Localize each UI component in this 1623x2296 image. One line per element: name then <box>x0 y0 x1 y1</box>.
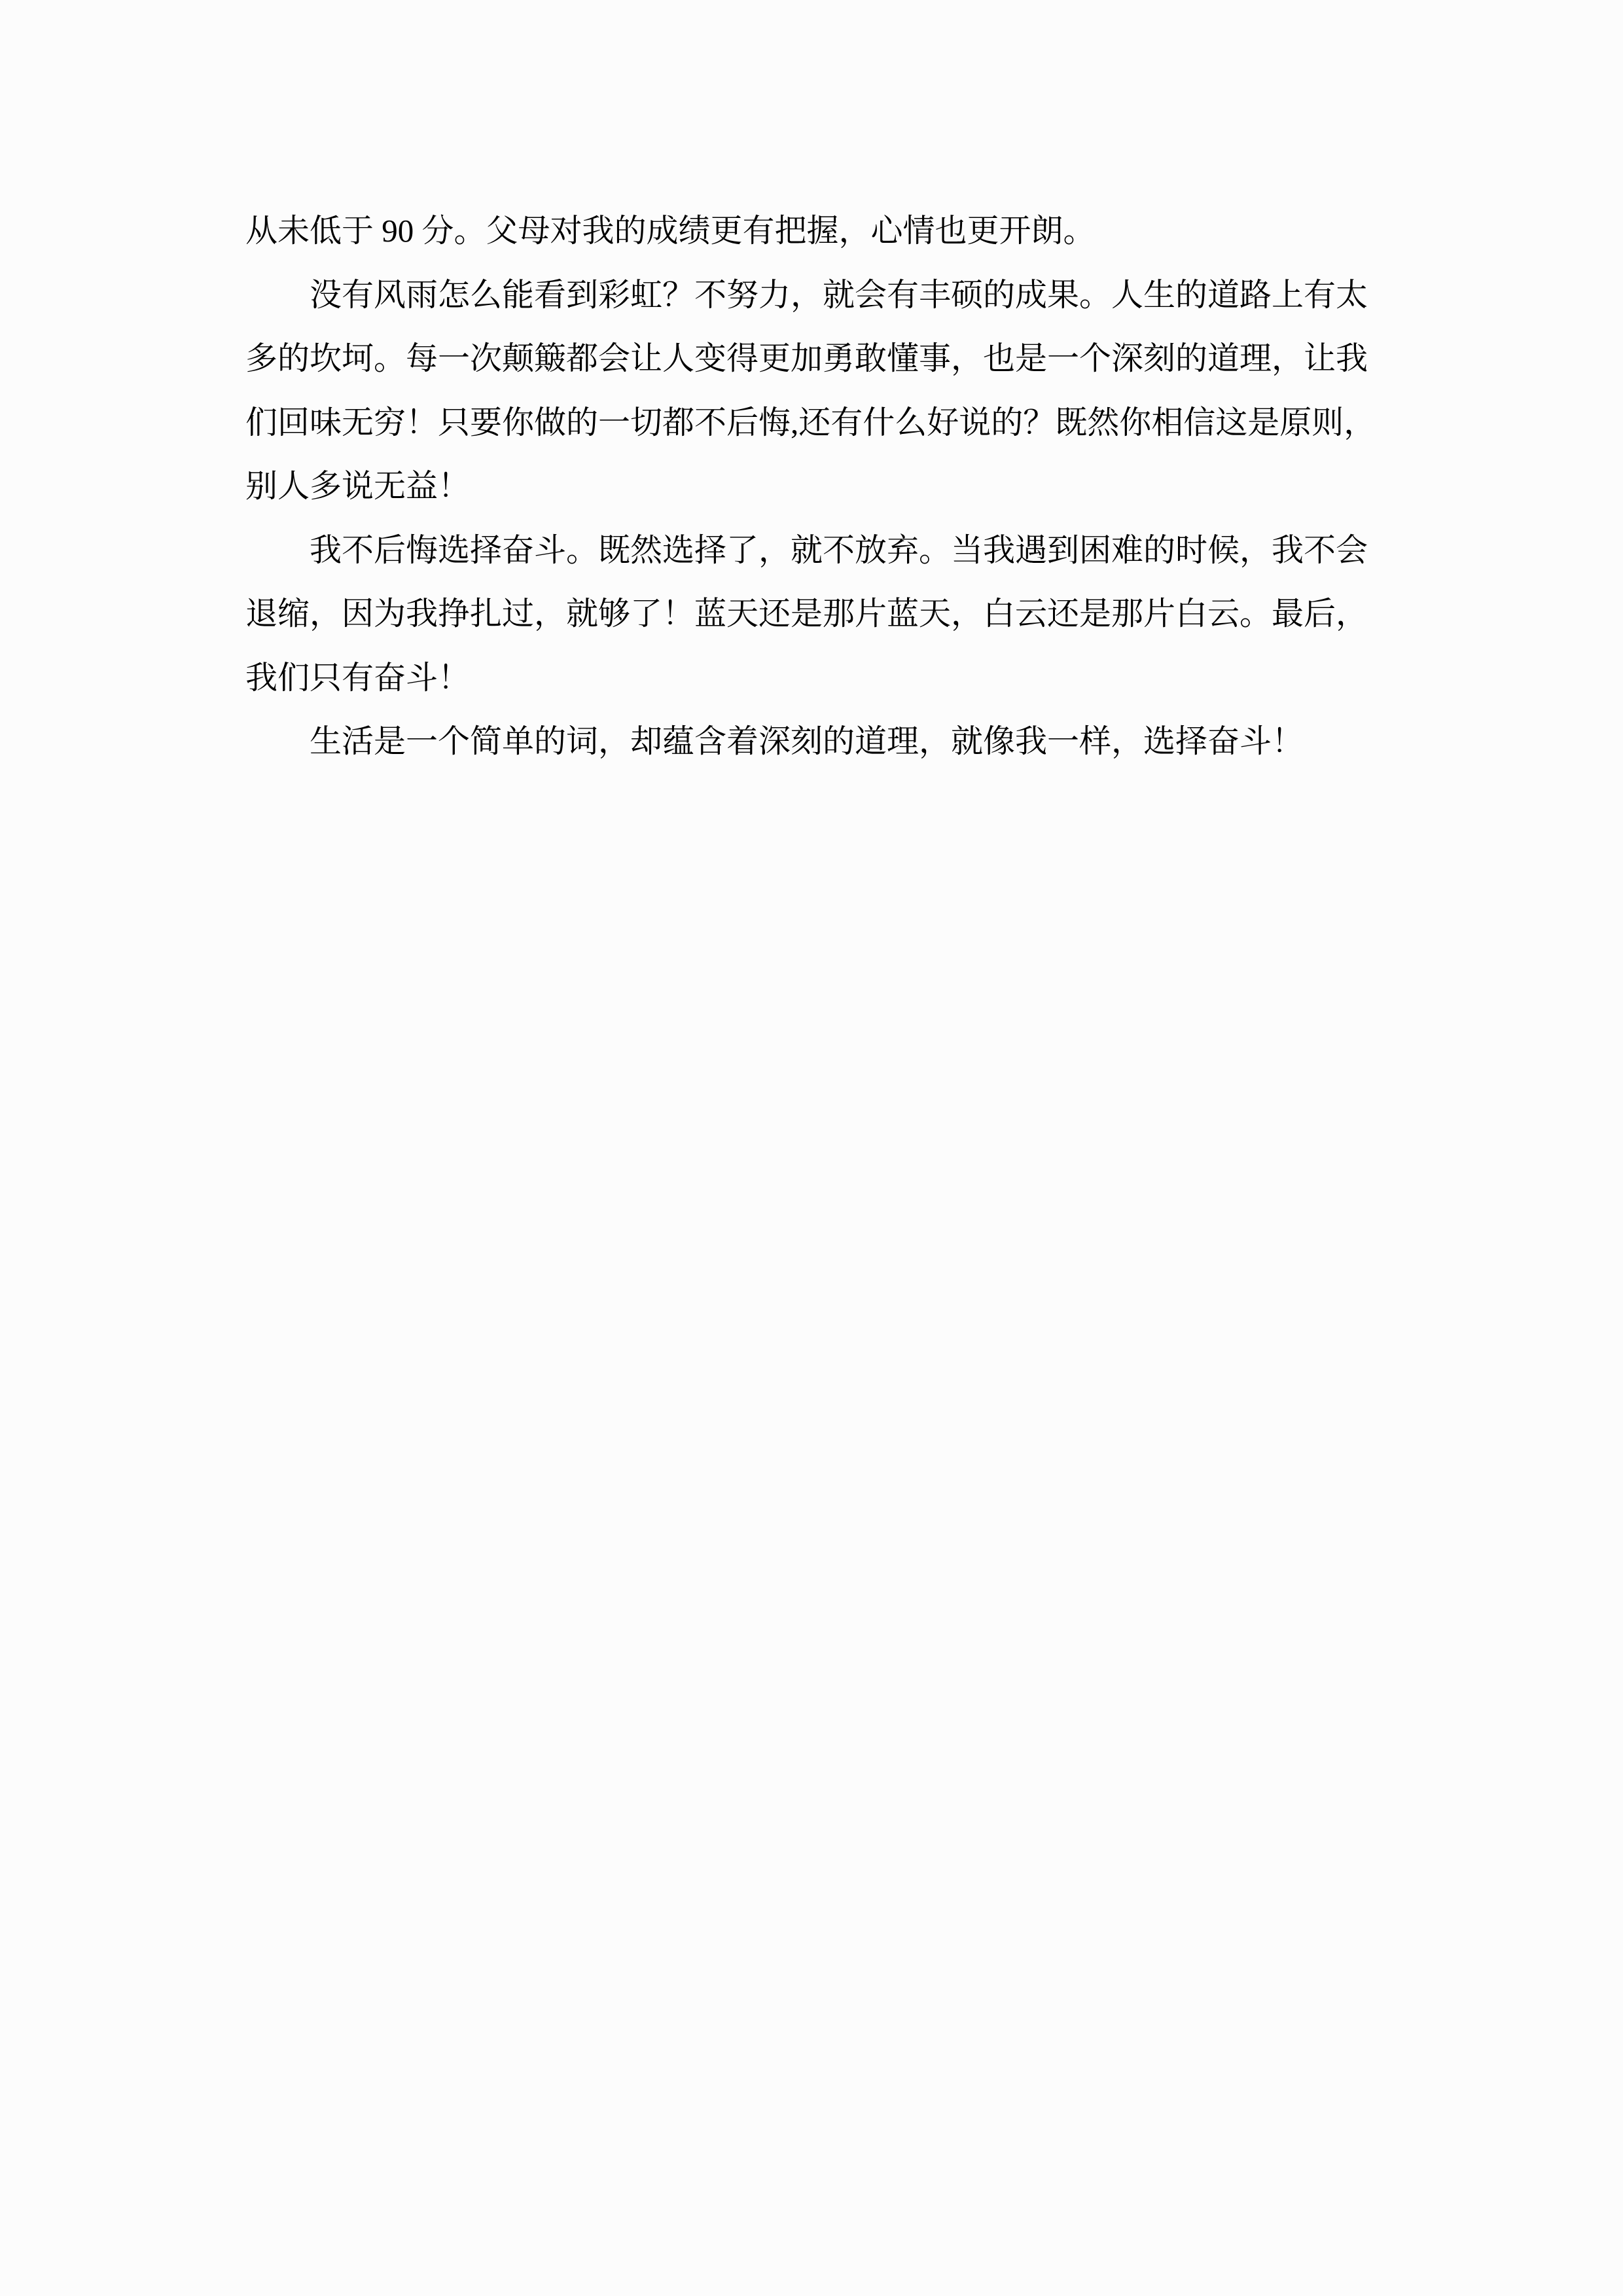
text-line: 从未低于 90 分。父母对我的成绩更有把握，心情也更开朗。 <box>245 213 1096 249</box>
text-line: 我们只有奋斗！ <box>245 659 471 696</box>
text-line: 多的坎坷。每一次颠簸都会让人变得更加勇敢懂事，也是一个深刻的道理，让我 <box>245 340 1368 376</box>
text-line: 没有风雨怎么能看到彩虹？不努力，就会有丰硕的成果。人生的道路上有太 <box>310 276 1368 313</box>
text-line: 生活是一个简单的词，却蕴含着深刻的道理，就像我一样，选择奋斗！ <box>310 723 1304 759</box>
text-line: 我不后悔选择奋斗。既然选择了，就不放弃。当我遇到困难的时候，我不会 <box>310 531 1368 568</box>
text-line: 别人多说无益！ <box>245 468 471 504</box>
essay-text-block <box>245 199 1378 774</box>
text-line: 们回味无穷！只要你做的一切都不后悔,还有什么好说的？既然你相信这是原则， <box>245 404 1376 440</box>
text-line: 退缩，因为我挣扎过，就够了！蓝天还是那片蓝天，白云还是那片白云。最后， <box>245 596 1368 632</box>
